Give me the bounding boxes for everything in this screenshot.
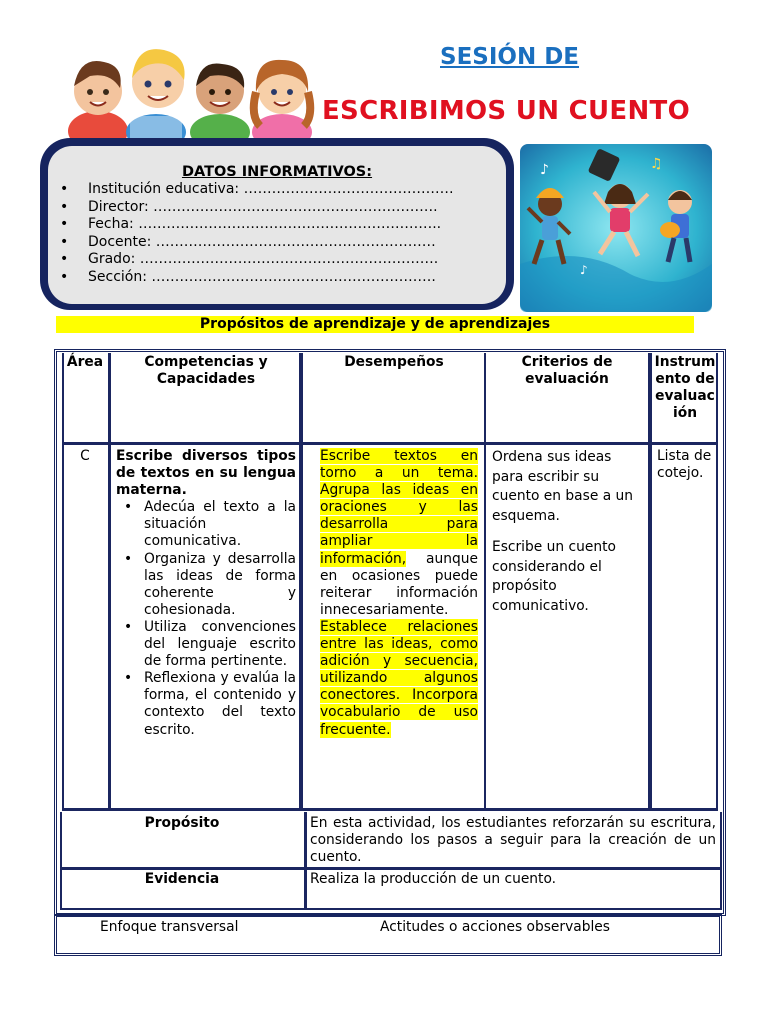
table-line [648, 353, 652, 809]
header-competencias: Competencias y Capacidades [144, 354, 268, 388]
purposes-heading: Propósitos de aprendizaje y de aprendizajes [56, 316, 694, 333]
capacidad-item: • Organiza y desarrolla las ideas de forma coherente y cohesionada. [130, 551, 296, 619]
table-line [60, 867, 722, 870]
dancing-children-illustration [520, 144, 712, 312]
session-title: SESIÓN DE [440, 44, 580, 70]
info-item-institucion: • Institución educativa: ……………………………………… [56, 181, 454, 199]
desempeno-text: aunque en ocasiones puede reiterar información innecesariamente. [320, 550, 478, 618]
enfoque-col2: Actitudes o acciones observables [380, 919, 610, 935]
desempeno-highlight: Escribe textos en torno a un tema. Agrupa las ideas en oraciones y las desarrolla para ampliar la información, [320, 448, 478, 567]
enfoque-col1: Enfoque transversal [100, 919, 239, 935]
session-subtitle: ESCRIBIMOS UN CUENTO [322, 96, 690, 126]
children-illustration [60, 36, 322, 144]
svg-text:♫: ♫ [650, 156, 663, 172]
criterio-item: Escribe un cuento considerando el propósito comunicativo. [492, 539, 616, 614]
table-line [62, 442, 718, 445]
cell-instrumento: Lista de cotejo. [657, 448, 712, 482]
capacidad-item: • Adecúa el texto a la situación comunicativa. [130, 499, 296, 550]
table-line [108, 353, 111, 809]
proposito-text: En esta actividad, los estudiantes reforzarán su escritura, considerando los pasos a seguir para la creación de un cuento. [310, 815, 716, 866]
criterio-item: Ordena sus ideas para escribir su cuento en base a un esquema. [492, 449, 634, 524]
cell-desempenos [320, 448, 478, 739]
evidencia-text: Realiza la producción de un cuento. [310, 871, 557, 887]
header-criterios: Criterios de evaluación [521, 354, 613, 388]
capacidades-list [116, 499, 296, 738]
svg-text:♪: ♪ [540, 162, 549, 178]
desempeno-highlight: Establece relaciones entre las ideas, como adición y secuencia, utilizando algunos conectores. Incorpora vocabulario de uso frecuente. [320, 618, 478, 738]
info-item-director: • Director: ……………………………………………………. [56, 199, 454, 217]
table-line [304, 812, 307, 910]
header-desempenos: Desempeños [344, 354, 444, 370]
info-list [56, 181, 454, 287]
info-title: DATOS INFORMATIVOS: [181, 164, 373, 180]
info-item-seccion: • Sección: ……………………………………………………. [56, 269, 454, 287]
table-line [62, 353, 64, 809]
table-line [60, 908, 722, 910]
info-item-grado: • Grado: ………………………………………………………. [56, 251, 454, 269]
info-item-fecha: • Fecha: ……………………………………………………….. [56, 216, 454, 234]
table-line [299, 353, 303, 809]
table-line [716, 353, 718, 809]
table-line [720, 812, 722, 910]
table-line [484, 353, 486, 809]
capacidad-item: • Reflexiona y evalúa la forma, el contenido y contexto del texto escrito. [130, 670, 296, 738]
competencia-title: Escribe diversos tipos de textos en su lengua materna. [116, 448, 296, 499]
header-instrumento: Instrumento de evaluación [654, 354, 716, 422]
evidencia-label: Evidencia [144, 871, 220, 887]
header-area: Área [66, 354, 104, 370]
cell-competencias [116, 448, 296, 739]
svg-text:♪: ♪ [580, 263, 588, 277]
table-line [62, 808, 718, 811]
proposito-label: Propósito [144, 815, 220, 831]
info-item-docente: • Docente: …………………………………………………… [56, 234, 454, 252]
capacidad-item: • Utiliza convenciones del lenguaje escrito de forma pertinente. [130, 619, 296, 670]
cell-criterios [492, 448, 642, 616]
cell-area: C [80, 448, 90, 464]
